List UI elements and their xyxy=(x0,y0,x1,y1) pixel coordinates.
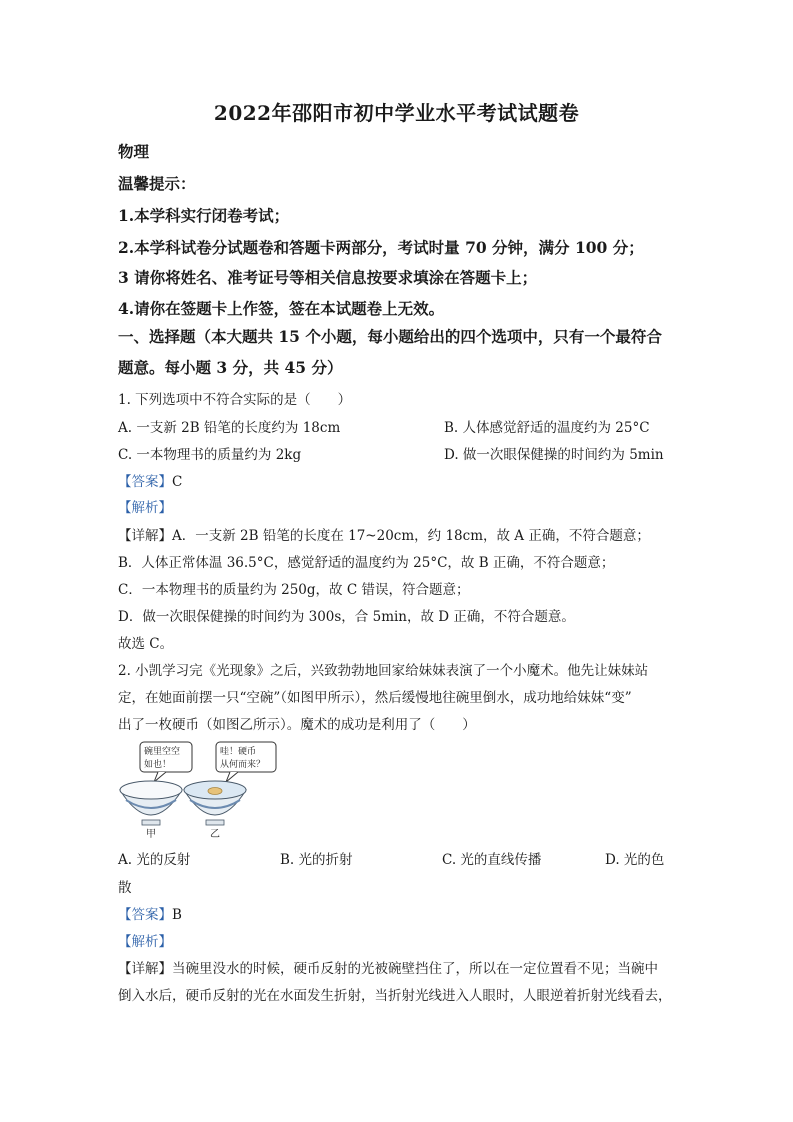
question-2-stem: 2. 小凯学习完《光现象》之后，兴致勃勃地回家给妹妹表演了一个小魔术。他先让妹妹站 xyxy=(118,663,649,679)
answer-value: C xyxy=(172,474,183,490)
section-heading: 一、选择题（本大题共 15 个小题，每小题给出的四个选项中，只有一个最符合 xyxy=(118,327,662,346)
bubble-right-text: 从何而来？ xyxy=(220,760,266,770)
q1-detail-line: D．做一次眼保健操的时间约为 300s，合 5min，故 D 正确，不符合题意。 xyxy=(118,609,575,625)
q1-option-b: B. 人体感觉舒适的温度约为 25°C xyxy=(444,420,650,436)
q2-analysis-label: 【解析】 xyxy=(118,934,172,950)
q1-analysis-label: 【解析】 xyxy=(118,500,172,516)
detail-text: 当碗里没水的时候，硬币反射的光被碗壁挡住了，所以在一定位置看不见；当碗中 xyxy=(172,961,658,977)
notice-item: 3 请你将姓名、准考证号等相关信息按要求填涂在答题卡上； xyxy=(118,268,538,287)
page-title: 2022年邵阳市初中学业水平考试试题卷 xyxy=(213,101,580,125)
detail-text: A．一支新 2B 铅笔的长度在 17~20cm，约 18cm，故 A 正确，不符合题意； xyxy=(172,528,650,544)
question-1-stem: 1. 下列选项中不符合实际的是（ ） xyxy=(118,392,352,408)
question-2-stem: 定，在她面前摆一只“空碗”（如图甲所示），然后缓慢地往碗里倒水，成功地给妹妹“变” xyxy=(118,690,632,706)
q2-detail-line xyxy=(118,957,658,977)
question-2-stem: 出了一枚硬币（如图乙所示）。魔术的成功是利用了（ ） xyxy=(118,717,476,733)
q2-option-c: C. 光的直线传播 xyxy=(442,852,542,868)
bowl-with-coin xyxy=(184,781,246,825)
q2-option-a: A. 光的反射 xyxy=(118,852,191,868)
bubble-right-text: 哇！硬币 xyxy=(220,747,257,757)
bowl-illustration xyxy=(118,740,288,840)
q2-option-d: D. 光的色 xyxy=(605,852,665,868)
subject-label: 物理 xyxy=(118,142,150,161)
figure-label-left: 甲 xyxy=(146,829,156,840)
detail-label: 【详解】 xyxy=(118,528,172,544)
answer-label: 【答案】 xyxy=(118,907,172,923)
q2-option-d-wrap: 散 xyxy=(118,880,132,896)
answer-label: 【答案】 xyxy=(118,474,172,490)
coin-icon xyxy=(208,788,222,795)
figure-label-right: 乙 xyxy=(210,829,220,840)
notice-item: 2.本学科试卷分试题卷和答题卡两部分，考试时量 70 分钟，满分 100 分； xyxy=(118,238,644,257)
q1-option-c: C. 一本物理书的质量约为 2kg xyxy=(118,447,302,463)
q1-detail-line xyxy=(118,524,650,544)
notice-item: 4.请你在签题卡上作签，签在本试题卷上无效。 xyxy=(118,299,445,318)
detail-label: 【详解】 xyxy=(118,961,172,977)
q1-detail-line: C．一本物理书的质量约为 250g，故 C 错误，符合题意； xyxy=(118,582,470,598)
notice-item: 1.本学科实行闭卷考试； xyxy=(118,206,290,225)
bubble-left-text: 碗里空空 xyxy=(144,747,181,757)
q1-option-a: A. 一支新 2B 铅笔的长度约为 18cm xyxy=(118,420,341,436)
bubble-left-text: 如也！ xyxy=(144,760,172,770)
q1-detail-line: B．人体正常体温 36.5°C，感觉舒适的温度约为 25°C，故 B 正确，不符合题意； xyxy=(118,555,615,571)
q2-option-b: B. 光的折射 xyxy=(280,852,353,868)
q2-answer xyxy=(118,903,182,923)
q1-answer xyxy=(118,470,182,490)
answer-value: B xyxy=(172,907,182,923)
q2-detail-line: 倒入水后，硬币反射的光在水面发生折射，当折射光线进入人眼时，人眼逆着折射光线看去， xyxy=(118,988,672,1004)
q1-option-d: D. 做一次眼保健操的时间约为 5min xyxy=(444,447,664,463)
section-heading: 题意。每小题 3 分，共 45 分） xyxy=(118,358,343,377)
notice-heading: 温馨提示： xyxy=(118,174,196,193)
q1-conclusion: 故选 C。 xyxy=(118,636,174,652)
bowl-empty xyxy=(120,781,182,825)
